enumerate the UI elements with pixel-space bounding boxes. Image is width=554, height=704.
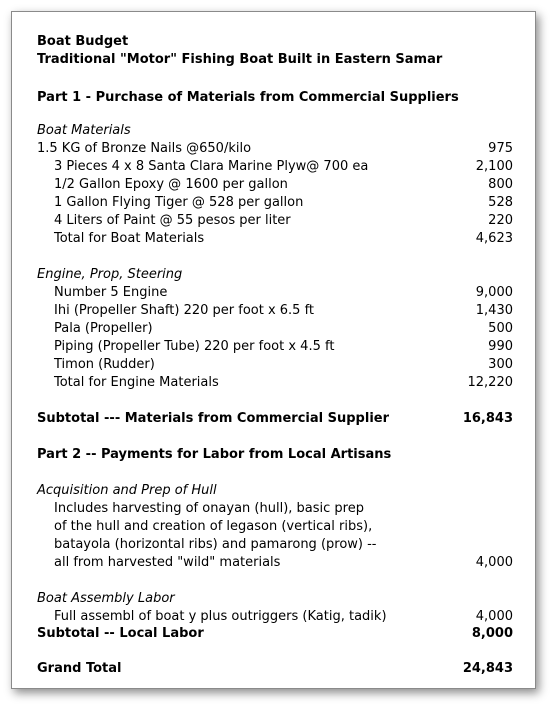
hull-description-line: batayola (horizontal ribs) and pamarong (prow) -- [54,537,377,552]
line-item: 1/2 Gallon Epoxy @ 1600 per gallon 800 [54,177,513,192]
line-item: Timon (Rudder) 300 [54,357,513,372]
line-item: 4 Liters of Paint @ 55 pesos per liter 220 [54,213,513,228]
engine-materials-total: Total for Engine Materials 12,220 [54,375,513,390]
document-subtitle: Traditional "Motor" Fishing Boat Built in Eastern Samar [37,52,443,67]
line-item: 1.5 KG of Bronze Nails @650/kilo 975 [37,141,513,156]
part2-subtotal: Subtotal -- Local Labor 8,000 [37,626,513,641]
hull-description-line: all from harvested "wild" materials 4,000 [54,555,513,570]
line-item: 1 Gallon Flying Tiger @ 528 per gallon 528 [54,195,513,210]
boat-materials-total: Total for Boat Materials 4,623 [54,231,513,246]
line-item: Full assembl of boat y plus outriggers (Katig, tadik) 4,000 [54,609,513,624]
boat-materials-heading: Boat Materials [37,123,131,138]
assembly-heading: Boat Assembly Labor [37,591,175,606]
part1-subtotal: Subtotal --- Materials from Commercial Supplier 16,843 [37,411,513,426]
grand-total: Grand Total 24,843 [37,661,513,676]
engine-heading: Engine, Prop, Steering [37,267,183,282]
hull-heading: Acquisition and Prep of Hull [37,483,217,498]
hull-description-line: Includes harvesting of onayan (hull), basic prep [54,501,364,516]
line-item: Number 5 Engine 9,000 [54,285,513,300]
line-item: Ihi (Propeller Shaft) 220 per foot x 6.5 ft 1,430 [54,303,513,318]
part2-heading: Part 2 -- Payments for Labor from Local Artisans [37,447,392,462]
document-title: Boat Budget [37,34,129,49]
part1-heading: Part 1 - Purchase of Materials from Commercial Suppliers [37,90,459,105]
budget-document [11,11,536,689]
line-item: Pala (Propeller) 500 [54,321,513,336]
line-item: 3 Pieces 4 x 8 Santa Clara Marine Plyw@ 700 ea 2,100 [54,159,513,174]
hull-description-line: of the hull and creation of legason (vertical ribs), [54,519,373,534]
line-item: Piping (Propeller Tube) 220 per foot x 4.5 ft 990 [54,339,513,354]
